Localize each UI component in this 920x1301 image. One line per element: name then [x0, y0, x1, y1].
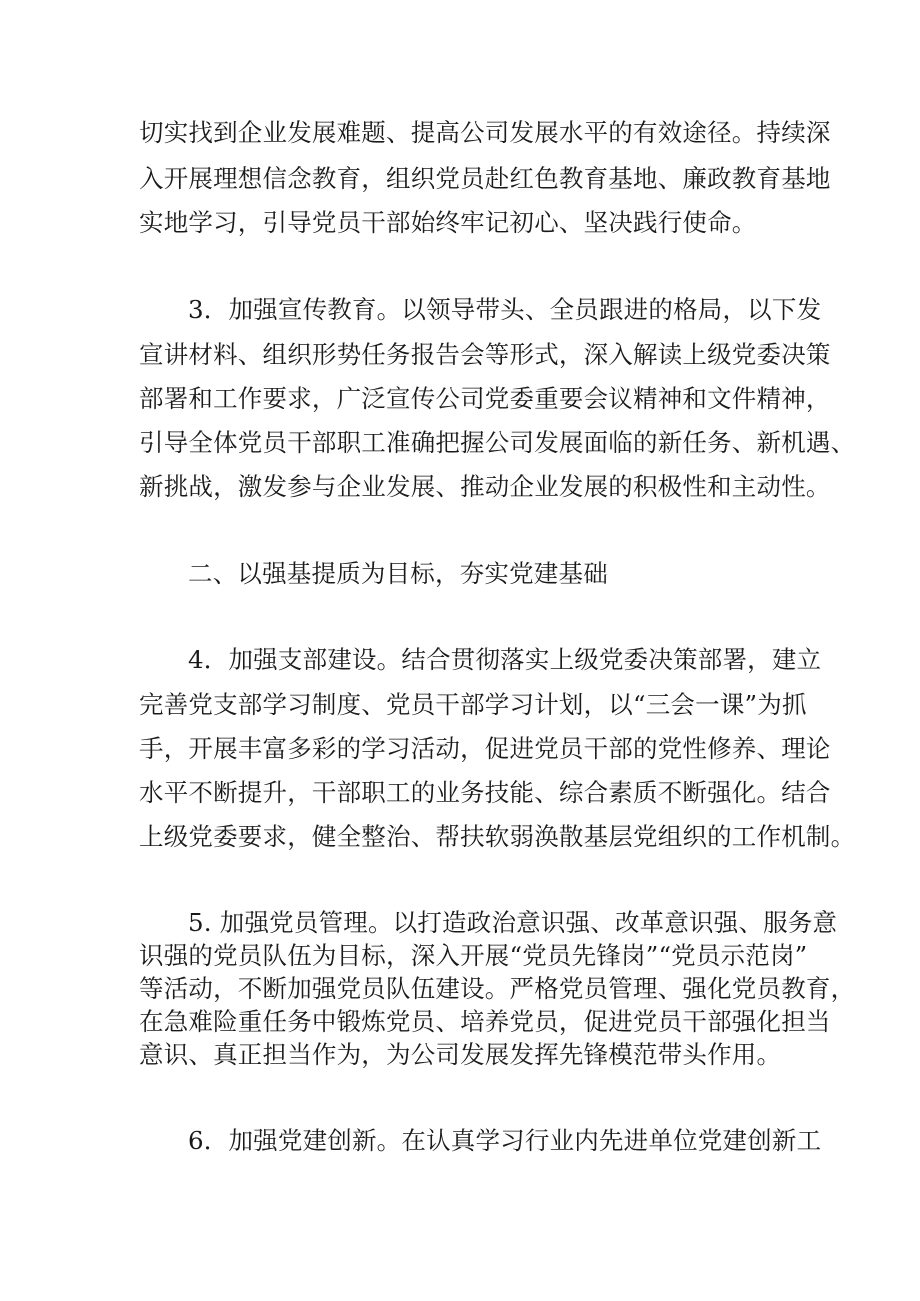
paragraph-line: 4．加强支部建设。结合贯彻落实上级党委决策部署，建立 — [188, 645, 822, 674]
paragraph-line: 识强的党员队伍为目标，深入开展“党员先锋岗”“党员示范岗” — [139, 941, 808, 970]
paragraph-line: 6．加强党建创新。在认真学习行业内先进单位党建创新工 — [188, 1126, 822, 1155]
paragraph-line: 实地学习，引导党员干部始终牢记初心、坚决践行使命。 — [139, 208, 757, 237]
paragraph-line: 完善党支部学习制度、党员干部学习计划，以“三会一课”为抓 — [139, 690, 807, 719]
paragraph-line: 手，开展丰富多彩的学习活动，促进党员干部的党性修养、理论 — [139, 734, 831, 763]
paragraph-line: 3．加强宣传教育。以领导带头、全员跟进的格局，以下发 — [188, 295, 822, 324]
paragraph-line: 5. 加强党员管理。以打造政治意识强、改革意识强、服务意 — [188, 908, 838, 937]
paragraph-line: 入开展理想信念教育，组织党员赴红色教育基地、廉政教育基地 — [139, 164, 831, 193]
paragraph-line: 水平不断提升，干部职工的业务技能、综合素质不断强化。结合 — [139, 778, 831, 807]
paragraph-line: 宣讲材料、组织形势任务报告会等形式，深入解读上级党委决策 — [139, 340, 831, 369]
paragraph-line: 新挑战，激发参与企业发展、推动企业发展的积极性和主动性。 — [139, 472, 831, 501]
paragraph-line: 在急难险重任务中锻炼党员、培养党员，促进党员干部强化担当 — [139, 1007, 831, 1036]
paragraph-line: 意识、真正担当作为，为公司发展发挥先锋模范带头作用。 — [139, 1040, 782, 1069]
paragraph-line: 部署和工作要求，广泛宣传公司党委重要会议精神和文件精神， — [139, 384, 831, 413]
paragraph-line: 上级党委要求，健全整治、帮扶软弱涣散基层党组织的工作机制。 — [139, 822, 856, 851]
paragraph-line: 引导全体党员干部职工准确把握公司发展面临的新任务、新机遇、 — [139, 428, 856, 457]
section-heading: 二、以强基提质为目标，夯实党建基础 — [188, 559, 608, 588]
paragraph-line: 切实找到企业发展难题、提高公司发展水平的有效途径。持续深 — [139, 118, 831, 147]
paragraph-line: 等活动，不断加强党员队伍建设。严格党员管理、强化党员教育， — [139, 974, 856, 1003]
